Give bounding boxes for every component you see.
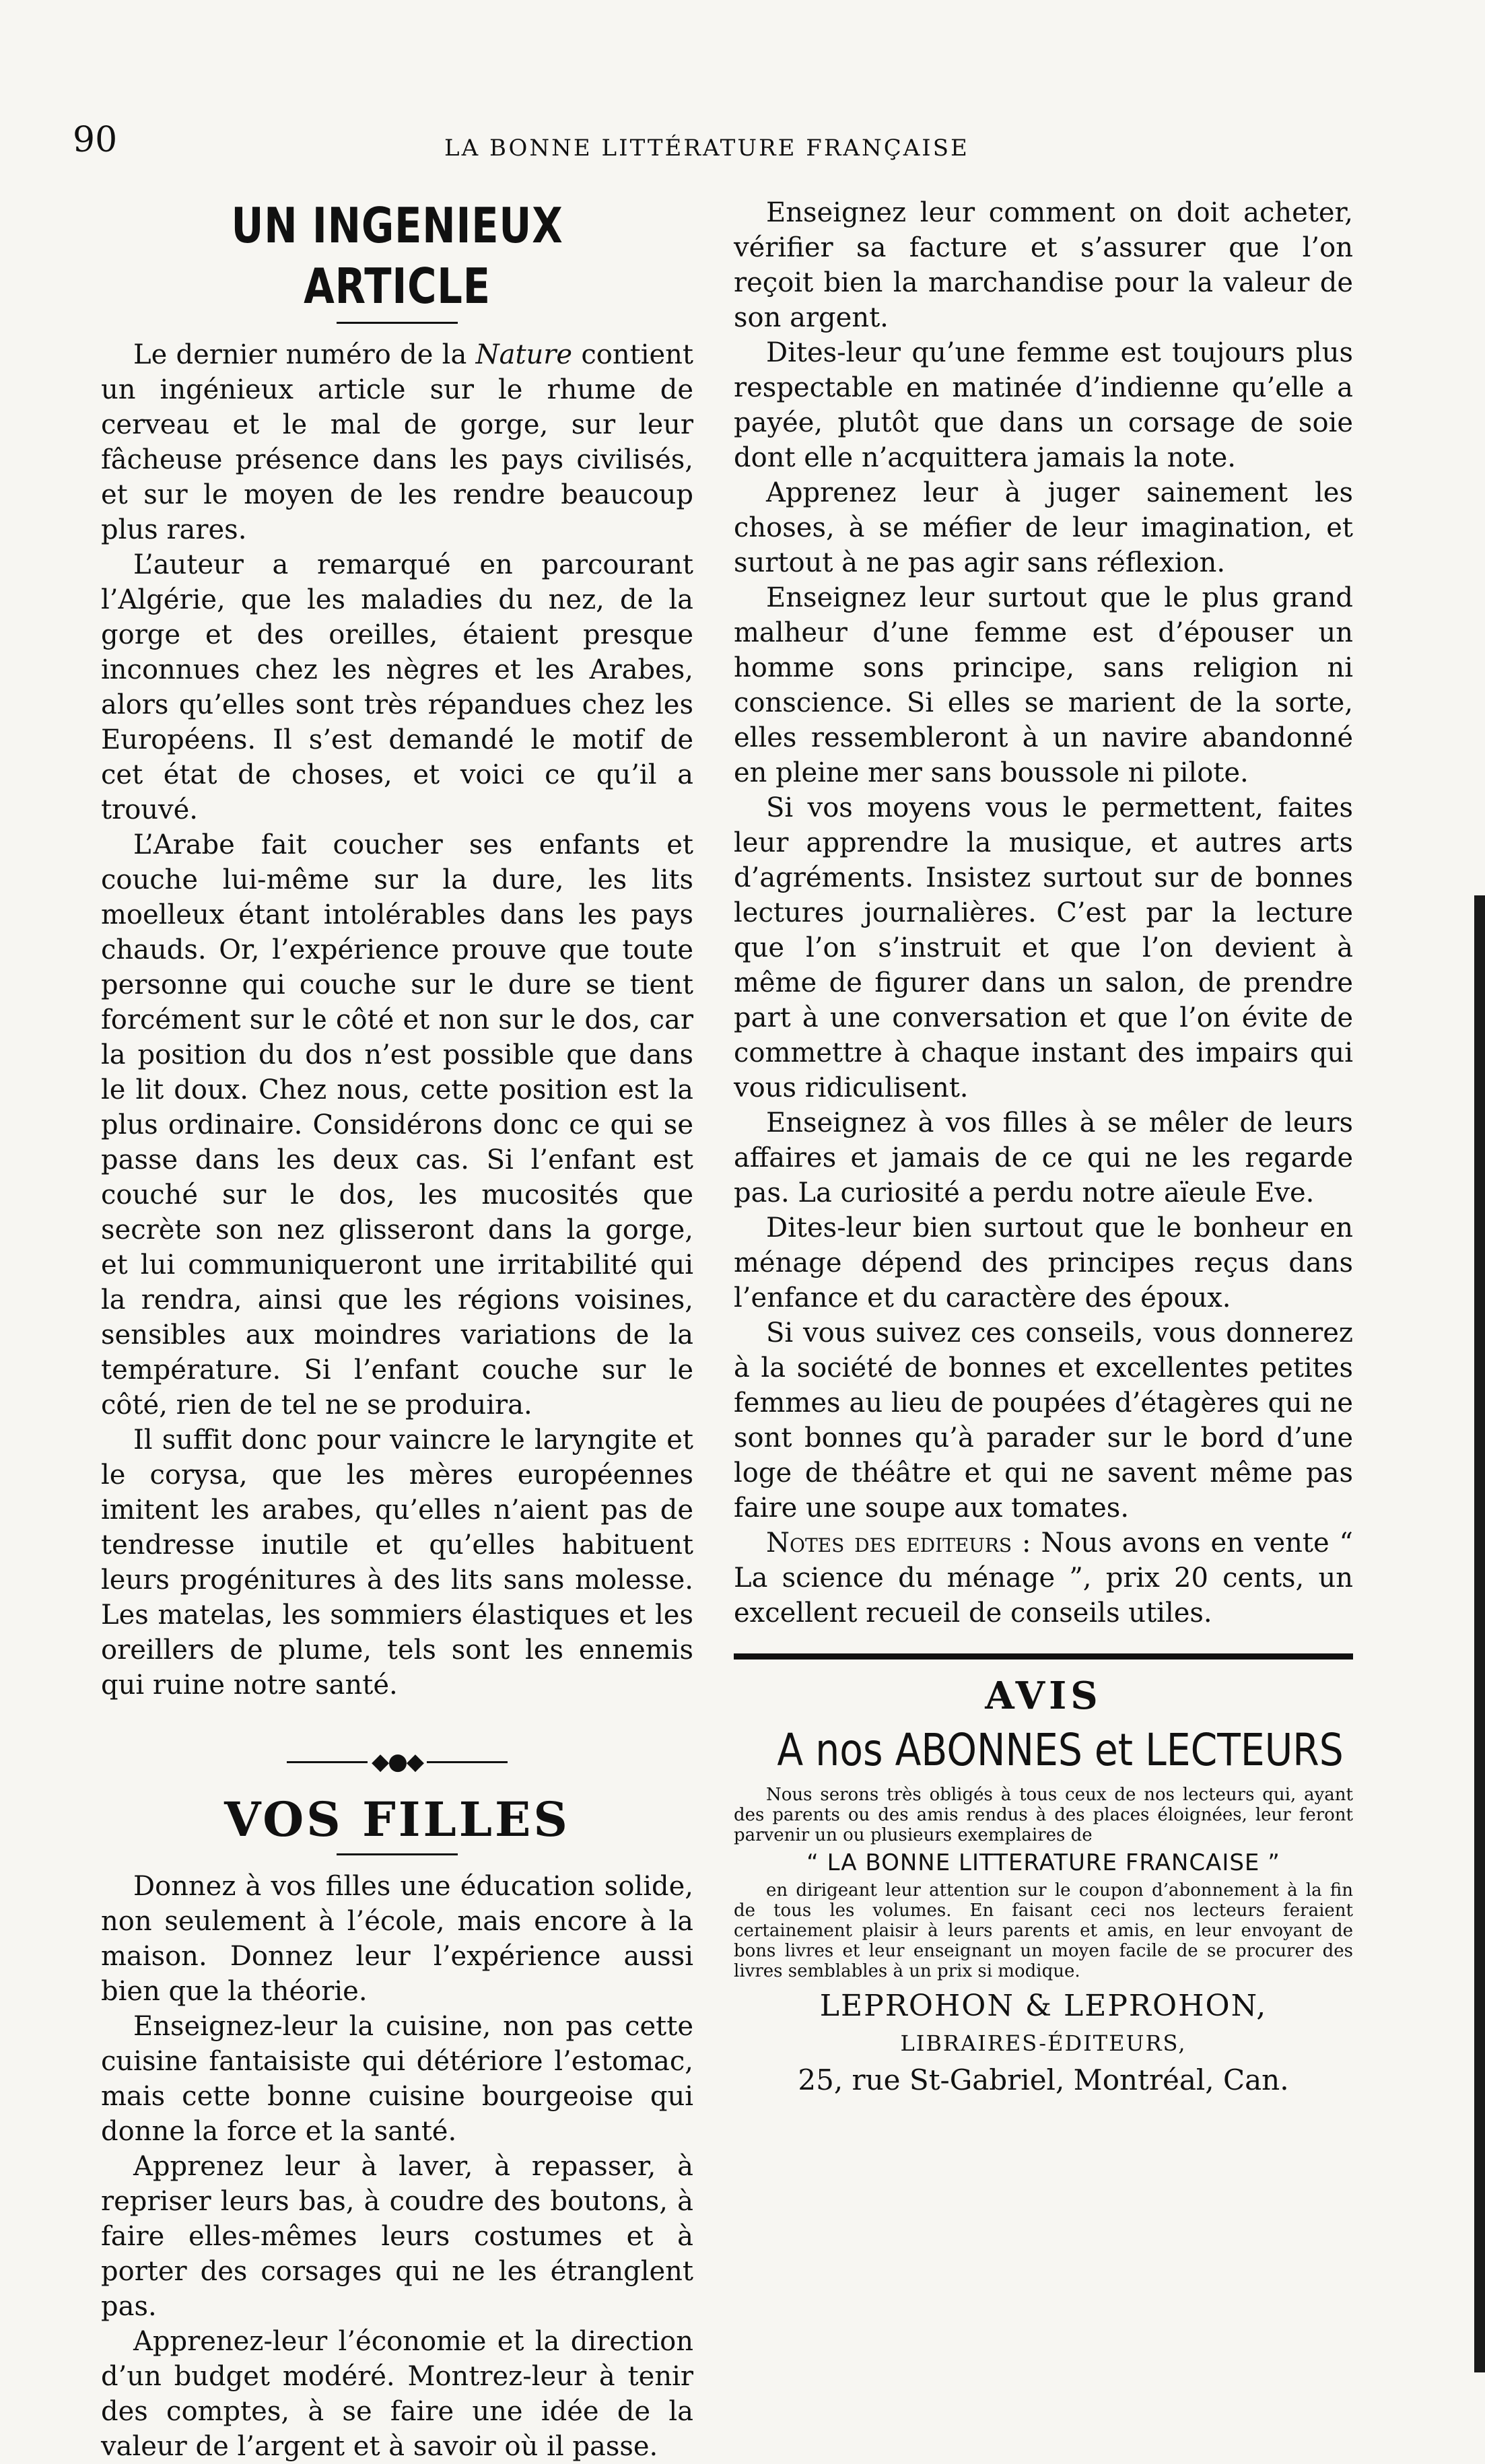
article2-paragraph-12: Si vous suivez ces conseils, vous donnerez à la société de bonnes et excellentes petites femmes au lieu de poupées d’étagères qui ne sont bonnes qu’à parader sur le bord d’une loge de théâtre et qui ne savent même pas faire une soupe aux tomates.	[734, 1317, 1353, 1524]
article2-paragraph-1: Donnez à vos filles une éducation solide, non seulement à l’école, mais encore à la maison. Donnez leur l’expérience aussi bien que la théorie.	[101, 1871, 693, 2007]
page-number: 90	[73, 120, 118, 160]
article-title-vos-filles: VOS FILLES	[224, 1791, 570, 1847]
right-column	[734, 195, 1353, 2098]
article2-paragraph-5: Enseignez leur comment on doit acheter, vérifier sa facture et s’assurer que l’on reçoit bien la marchandise pour la valeur de son argent.	[734, 197, 1353, 333]
article1-paragraph-4: Il suffit donc pour vaincre le laryngite et le corysa, que les mères européennes imitent les arabes, qu’elles n’aient pas de tendresse inutile et qu’elles habituent leurs progénitures à des lits sans molesse. Les matelas, les sommiers élastiques et les oreillers de plume, tels sont les ennemis qui ruine notre santé.	[101, 1425, 693, 1701]
avis-subtitle: A nos ABONNES et LECTEURS	[777, 1724, 1344, 1776]
avis-body-2: en dirigeant leur attention sur le coupon d’abonnement à la fin de tous les volumes. En faisant ceci nos lecteurs feraient certainement plaisir à leurs parents et amis, en leur envoyant de bons livres et leur enseignant un moyen facile de se procurer des livres semblables à un prix si modique.	[734, 1880, 1353, 1981]
article2-paragraph-7: Apprenez leur à juger sainement les choses, à se méfier de leur imagination, et surtout à ne pas agir sans réflexion.	[734, 477, 1353, 578]
article2-paragraph-2: Enseignez-leur la cuisine, non pas cette cuisine fantaisiste qui détériore l’estomac, mais cette bonne cuisine bourgeoise qui donne la force et la santé.	[101, 2011, 693, 2147]
article-title-ingenieux: UN INGENIEUX ARTICLE	[231, 197, 563, 314]
avis-top-rule	[734, 1653, 1353, 1659]
article2-paragraph-4: Apprenez-leur l’économie et la direction d’un budget modéré. Montrez-leur à tenir des comptes, à se faire une idée de la valeur de l’argent et à savoir où il passe.	[101, 2326, 693, 2462]
article2-paragraph-9: Si vos moyens vous le permettent, faites leur apprendre la musique, et autres arts d’agréments. Insistez surtout sur de bonnes lectures journalières. C’est par la lecture que l’on s’instruit et que l’on devient à même de figurer dans un salon, de prendre part à une conversation et que l’on évite de commettre à chaque instant des impairs qui vous ridiculisent.	[734, 792, 1353, 1103]
article1-paragraph-2: L’auteur a remarqué en parcourant l’Algérie, que les maladies du nez, de la gorge et des oreilles, étaient presque inconnues chez les nègres et les Arabes, alors qu’elles sont très répandues chez les Européens. Il s’est demandé le motif de cet état de choses, et voici ce qu’il a trouvé.	[101, 549, 693, 825]
avis-title: AVIS	[985, 1674, 1102, 1718]
article2-paragraph-8: Enseignez leur surtout que le plus grand malheur d’une femme est d’épouser un homme sons principe, sans religion ni conscience. Si elles se marient de la sorte, elles ressembleront à un navire abandonné en pleine mer sans boussole ni pilote.	[734, 582, 1353, 788]
article2-paragraph-3: Apprenez leur à laver, à repasser, à repriser leurs bas, à coudre des boutons, à faire elles-mêmes leurs costumes et à porter des corsages qui ne les étranglent pas.	[101, 2151, 693, 2322]
title-rule	[337, 322, 458, 324]
left-column	[101, 195, 693, 2464]
avis-address: 25, rue St-Gabriel, Montréal, Can.	[798, 2063, 1289, 2096]
avis-quoted-title: “ LA BONNE LITTERATURE FRANCAISE ”	[806, 1849, 1280, 1876]
avis-box	[734, 1674, 1353, 2098]
avis-publisher-role: LIBRAIRES-ÉDITEURS,	[900, 2030, 1187, 2056]
editors-note: Notes des editeurs : Nous avons en vente “ La science du ménage ”, prix 20 cents, un excellent recueil de conseils utiles.	[734, 1528, 1354, 1629]
avis-publisher: LEPROHON & LEPROHON,	[819, 1989, 1268, 2023]
article2-paragraph-6: Dites-leur qu’une femme est toujours plus respectable en matinée d’indienne qu’elle a payée, plutôt que dans un corsage de soie dont elle n’acquittera jamais la note.	[734, 337, 1353, 473]
page-binding-edge	[1474, 895, 1485, 2372]
article2-paragraph-10: Enseignez à vos filles à se mêler de leurs affaires et jamais de ce qui ne les regarde pas. La curiosité a perdu notre aïeule Eve.	[734, 1107, 1353, 1208]
avis-body-1: Nous serons très obligés à tous ceux de nos lecteurs qui, ayant des parents ou des amis rendus à des places éloignées, leur feront parvenir un ou plusieurs exemplaires de	[734, 1785, 1353, 1845]
article1-paragraph-3: L’Arabe fait coucher ses enfants et couche lui-même sur la dure, les lits moelleux étant intolérables dans les pays chauds. Or, l’expérience prouve que toute personne qui couche sur le dure se tient forcément sur le côté et non sur le dos, car la position du dos n’est possible que dans le lit doux. Chez nous, cette position est la plus ordinaire. Considérons donc ce qui se passe dans les deux cas. Si l’enfant est couché sur le dos, les mucosités que secrète son nez glisseront dans la gorge, et lui communiqueront une irritabilité qui la rendra, ainsi que les régions voisines, sensibles aux moindres variations de la température. Si l’enfant couche sur le côté, rien de tel ne se produira.	[101, 829, 693, 1421]
editors-note-label: Notes des editeurs :	[766, 1528, 1031, 1559]
title-rule-2	[337, 1853, 458, 1855]
running-title: LA BONNE LITTÉRATURE FRANÇAISE	[444, 135, 969, 162]
article1-paragraph-1: Le dernier numéro de la Nature contient un ingénieux article sur le rhume de cerveau et le mal de gorge, sur leur fâcheuse présence dans les pays civilisés, et sur le moyen de les rendre beaucoup plus rares.	[101, 339, 693, 545]
section-ornament: ◆●◆	[101, 1743, 693, 1779]
article2-paragraph-11: Dites-leur bien surtout que le bonheur en ménage dépend des principes reçus dans l’enfance et du caractère des époux.	[734, 1212, 1353, 1313]
